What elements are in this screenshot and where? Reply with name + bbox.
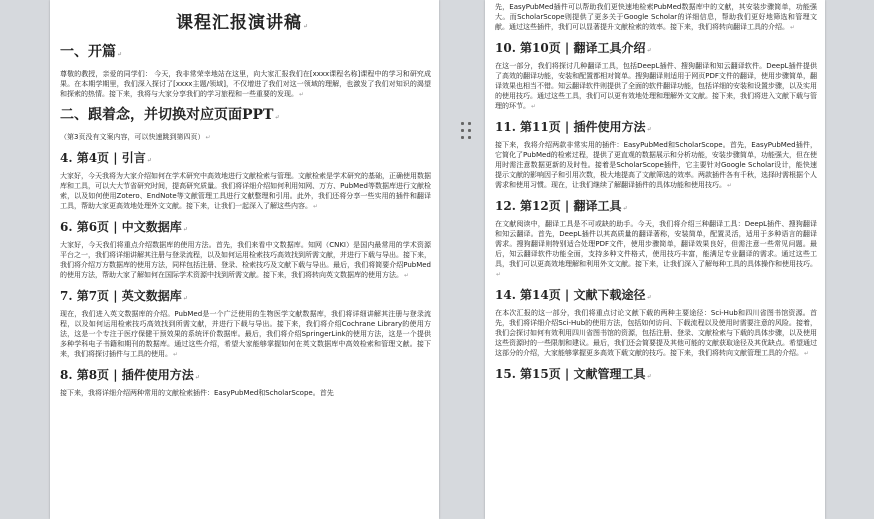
- heading-page-4: 4. 第4页 | 引言 ↵: [60, 149, 439, 166]
- paragraph-opening: 尊敬的教授，亲爱的同学们： 今天，我非常荣幸地站在这里，向大家汇报我们在[xxxx课程名称]课程中的学习和研究成果。在本期学期里，我们深入探讨了[xxxx主题/领域]，不仅增进了我们对这一领域的理解，也激发了我们对知识的渴望和探索的热情。接下来，我将与大家分享我们的学习旅程和一些重要的发现。 ↵: [60, 69, 439, 100]
- paragraph-page-10: 在这一部分，我们将探讨几种翻译工具，包括DeepL插件、搜狗翻译和知云翻译软件。DeepL插件提供了高效的翻译功能，安装和配置都相对简单。搜狗翻译则适用于网页PDF文件的翻译，使用步骤简单，翻译效果也相当不错。知云翻译软件则提供了全面的软件翻译功能，包括详细的安装和设置步骤，以及实用的使用技巧。通过这些工具，我们可以更有效地处理和理解外文文献。接下来，我们将进入文献下载与管理的环节。 ↵: [495, 61, 825, 112]
- paragraph-page-11: 接下来，我将介绍两款非常实用的插件：EasyPubMed和ScholarScope。首先，EasyPubMed插件，它简化了PubMed的检索过程，提供了更直观的数据展示和分析功能，安装步骤简单，功能强大，但在使用时需注意数据更新的及时性。接着是ScholarScope插件，它主要针对Google Scholar设计，能快速提示文献的影响因子和引用次数，极大地提高了文献筛选的效率。两款插件各有千秋，选择时需根据个人需求和使用习惯。现在，让我们继续了解翻译插件的具体功能和使用技巧。 ↵: [495, 140, 825, 191]
- heading-page-8: 8. 第8页 | 插件使用方法 ↵: [60, 366, 439, 383]
- paragraph-continued: 先，EasyPubMed插件可以帮助我们更快速地检索PubMed数据库中的文献，其安装步骤简单，功能强大。而ScholarScope则提供了更多关于Google Scholar的详细信息，帮助我们更好地筛选和管理文献。通过这些插件，我们可以显著提升文献检索的效率。接下来，我们将转向翻译工具的介绍。 ↵: [495, 2, 825, 33]
- heading-page-11: 11. 第11页 | 插件使用方法 ↵: [495, 118, 825, 135]
- heading-page-7: 7. 第7页 | 英文数据库 ↵: [60, 287, 439, 304]
- heading-page-15: 15. 第15页 | 文献管理工具 ↵: [495, 365, 825, 382]
- section-note: （第3页没有文案内容，可以快速跳到第四页） ↵: [60, 132, 439, 143]
- paragraph-page-12: 在文献阅读中，翻译工具是不可或缺的助手。今天，我们将介绍三种翻译工具：DeepL插件、搜狗翻译和知云翻译。首先，DeepL插件以其高质量的翻译著称，安装简单，配置灵活，适用于多种语言的翻译需求。搜狗翻译则特别适合处理PDF文件，使用步骤简单，翻译效果良好，但需注意一些常见问题。最后，知云翻译软件功能全面，支持多种文件格式，使用技巧丰富，能满足专业翻译的需求。通过这些工具，我们可以更高效地理解和利用外文文献。接下来，让我们深入了解每种工具的具体操作和使用技巧。 ↵: [495, 219, 825, 280]
- paragraph-page-8: 接下来，我将详细介绍两种常用的文献检索插件：EasyPubMed和ScholarScope。首先: [60, 389, 334, 397]
- heading-page-10: 10. 第10页 | 翻译工具介绍 ↵: [495, 39, 825, 56]
- paragraph-page-6: 大家好，今天我们将重点介绍数据库的使用方法。首先，我们来看中文数据库。知网（CNKI）是国内最常用的学术资源平台之一，我们将详细讲解其注册与登录流程，以及如何运用检索技巧高效找到所需文献，并进行下载与导出。接下来，我们将介绍万方数据库的使用方法，同样包括注册、登录、检索技巧及文献下载与导出。最后，我们将简要介绍PubMed的使用方法，帮助大家了解如何在国际学术资源中找到所需文献。接下来，我们将转向英文数据库的使用方法。 ↵: [60, 240, 439, 281]
- drag-handle-icon[interactable]: [461, 122, 473, 140]
- heading-page-14: 14. 第14页 | 文献下载途径 ↵: [495, 286, 825, 303]
- section-heading-follow: 二、跟着念，并切换对应页面PPT ↵: [60, 104, 439, 124]
- document-page-right: [485, 0, 825, 519]
- section-heading-opening: 一、开篇 ↵: [60, 41, 439, 61]
- document-page-left: [50, 0, 439, 519]
- heading-page-12: 12. 第12页 | 翻译工具 ↵: [495, 197, 825, 214]
- paragraph-page-4: 大家好，今天我将为大家介绍如何在学术研究中高效地进行文献检索与管理。文献检索是学术研究的基础，正确使用数据库和工具，可以大大节省研究时间，提高研究质量。我们将详细介绍如何利用知网、万方、PubMed等数据库进行文献检索，以及如何使用Zotero、EndNote等文献管理工具进行文献整理和引用。此外，我们还将分享一些实用的插件和翻译工具，帮助大家更高效地处理外文文献。接下来，让我们一起深入了解这些内容。 ↵: [60, 171, 439, 212]
- heading-page-6: 6. 第6页 | 中文数据库 ↵: [60, 218, 439, 235]
- paragraph-page-14: 在本次汇报的这一部分，我们将重点讨论文献下载的两种主要途径：Sci-Hub和四川省图书馆资源。首先，我们将详细介绍Sci-Hub的使用方法，包括如何访问、下载流程以及使用时需要注意的风险。接着，我们会探讨如何有效利用四川省图书馆的资源，包括注册、登录、文献检索与下载的具体步骤，以及使用这些资源时的一些限制和建议。最后，我们还会简要提及其他可能的文献获取途径及其优缺点。希望通过这部分的介绍，大家能够掌握更多高效下载文献的技巧。接下来，我们将转向文献管理工具的介绍。 ↵: [495, 308, 825, 359]
- paragraph-page-7: 现在，我们进入英文数据库的介绍。PubMed是一个广泛使用的生物医学文献数据库，我们将详细讲解其注册与登录流程，以及如何运用检索技巧高效找到所需文献，并进行下载与导出。接下来，我们将介绍Cochrane Library的使用方法，这是一个专注于医疗保健干预效果的系统评价数据库。最后，我们将介绍SpringerLink的使用方法，这是一个提供多种学科电子书籍和期刊的数据库。通过这些介绍，希望大家能够掌握如何在英文数据库中高效检索和管理文献。接下来，我们将探讨插件与工具的使用。 ↵: [60, 309, 439, 360]
- document-title: 课程汇报演讲稿 ↵: [60, 8, 439, 33]
